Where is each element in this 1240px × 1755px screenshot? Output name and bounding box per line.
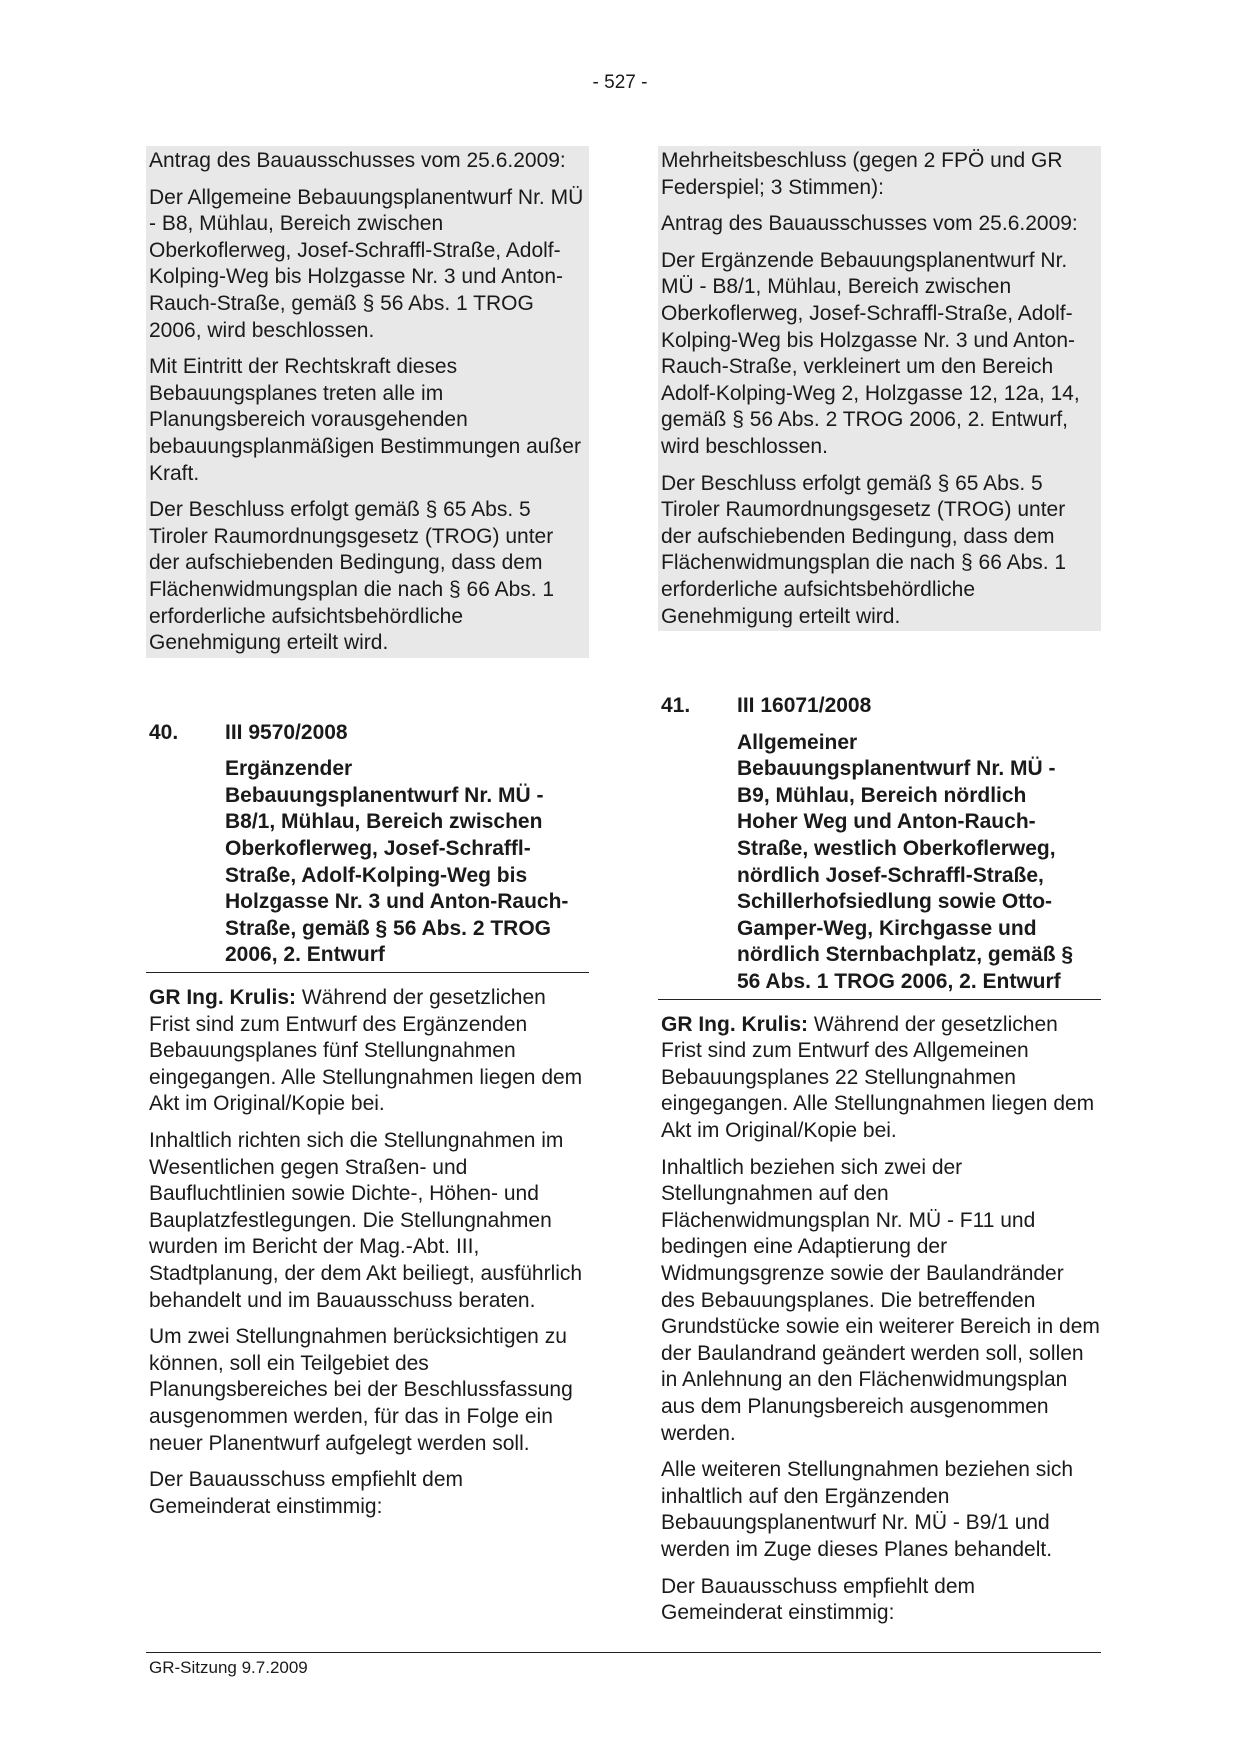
body-para-2: Alle weiteren Stellungnahmen beziehen sich inhaltlich auf den Ergänzenden Bebauungsplanentwurf Nr. MÜ - B9/1 und werden im Zuge dieses Planes behandelt.: [661, 1458, 1074, 1561]
agenda-item-40: [146, 720, 589, 1521]
speaker-paragraph: [146, 985, 589, 1118]
item-heading: [146, 720, 589, 747]
item-title: Ergänzender Bebauungsplanentwurf Nr. MÜ - B8/1, Mühlau, Bereich zwischen Oberkoflerweg, Josef-Schraffl-Straße, Adolf-Kolping-Weg bis Holzgasse Nr. 3 und Anton-Rauch-Straße, gemäß § 56 Abs. 2 TROG 2006, 2. Entwurf: [146, 756, 589, 973]
right-shaded-para-4: Der Beschluss erfolgt gemäß § 65 Abs. 5 Tiroler Raumordnungsgesetz (TROG) unter der aufschiebenden Bedingung, dass dem Flächenwidmungsplan die nach § 66 Abs. 1 erforderliche aufsichtsbehördliche Genehmigung erteilt wird.: [661, 471, 1067, 628]
item-number: 41.: [661, 694, 691, 718]
right-shaded-para-3: Der Ergänzende Bebauungsplanentwurf Nr. MÜ - B8/1, Mühlau, Bereich zwischen Oberkoflerweg, Josef-Schraffl-Straße, Adolf-Kolping-Weg bis Holzgasse Nr. 3 und Anton-Rauch-Straße, verkleinert um den Bereich Adolf-Kolping-Weg 2, Holzgasse 12, 12a, 14, gemäß § 56 Abs. 2 TROG 2006, 2. Entwurf, wird beschlossen.: [661, 248, 1080, 458]
left-shaded-para-3: Mit Eintritt der Rechtskraft dieses Bebauungsplanes treten alle im Planungsbereich vorausgehenden bebauungsplanmäßigen Bestimmungen außer Kraft.: [149, 355, 581, 485]
left-shaded-para-2: Der Allgemeine Bebauungsplanentwurf Nr. MÜ - B8, Mühlau, Bereich zwischen Oberkoflerweg, Josef-Schraffl-Straße, Adolf-Kolping-Weg bis Holzgasse Nr. 3 und Anton-Rauch-Straße, gemäß § 56 Abs. 1 TROG 2006, wird beschlossen.: [149, 185, 584, 342]
body-para-2: Um zwei Stellungnahmen berücksichtigen zu können, soll ein Teilgebiet des Planungsbereiches bei der Beschlussfassung ausgenommen werden, für das in Folge ein neuer Planentwurf aufgelegt werden soll.: [149, 1325, 573, 1455]
speaker-name: GR Ing. Krulis:: [149, 986, 296, 1010]
agenda-item-41: [658, 693, 1101, 1627]
item-reference: III 9570/2008: [225, 720, 348, 744]
left-shaded-para-1: Antrag des Bauausschusses vom 25.6.2009:: [149, 149, 566, 172]
speaker-paragraph: [658, 1012, 1101, 1145]
body-para-3: Der Bauausschuss empfiehlt dem Gemeinderat einstimmig:: [149, 1468, 463, 1518]
body-para-3: Der Bauausschuss empfiehlt dem Gemeinderat einstimmig:: [661, 1574, 975, 1625]
item-heading: [658, 693, 1101, 720]
right-resolution-box: [658, 146, 1101, 631]
item-number: 40.: [149, 720, 179, 744]
left-column: [146, 146, 589, 1530]
speaker-name: GR Ing. Krulis:: [661, 1012, 808, 1036]
left-shaded-para-4: Der Beschluss erfolgt gemäß § 65 Abs. 5 Tiroler Raumordnungsgesetz (TROG) unter der aufschiebenden Bedingung, dass dem Flächenwidmungsplan die nach § 66 Abs. 1 erforderliche aufsichtsbehördliche Genehmigung erteilt wird.: [149, 498, 555, 655]
item-title: Allgemeiner Bebauungsplanentwurf Nr. MÜ - B9, Mühlau, Bereich nördlich Hoher Weg und Anton-Rauch-Straße, westlich Oberkoflerweg, nördlich Josef-Schraffl-Straße, Schillerhofsiedlung sowie Otto-Gamper-Weg, Kirchgasse und nördlich Sternbachplatz, gemäß § 56 Abs. 1 TROG 2006, 2. Entwurf: [658, 730, 1101, 1000]
item-reference: III 16071/2008: [737, 694, 872, 718]
right-shaded-para-2: Antrag des Bauausschusses vom 25.6.2009:: [661, 212, 1078, 236]
right-shaded-para-1: Mehrheitsbeschluss (gegen 2 FPÖ und GR Federspiel; 3 Stimmen):: [661, 149, 1063, 199]
page-number: - 527 -: [592, 72, 648, 93]
right-column: [658, 146, 1101, 1637]
left-resolution-box: [146, 146, 589, 658]
body-para-1: Inhaltlich richten sich die Stellungnahmen im Wesentlichen gegen Straßen- und Baufluchtlinien sowie Dichte-, Höhen- und Bauplatzfestlegungen. Die Stellungnahmen wurden im Bericht der Mag.-Abt. III, Stadtplanung, der dem Akt beiliegt, ausführlich behandelt und im Bauausschuss beraten.: [149, 1129, 583, 1312]
footer-session-date: GR-Sitzung 9.7.2009: [149, 1658, 308, 1677]
speaker-text: Während der gesetzlichen Frist sind zum Entwurf des Allgemeinen Bebauungsplanes 22 Stellungnahmen eingegangen. Alle Stellungnahmen liegen dem Akt im Original/Kopie bei.: [661, 1012, 1095, 1142]
page-footer: [146, 1652, 1101, 1679]
speaker-text: Während der gesetzlichen Frist sind zum Entwurf des Ergänzenden Bebauungsplanes fünf Stellungnahmen eingegangen. Alle Stellungnahmen liegen dem Akt im Original/Kopie bei.: [149, 986, 583, 1116]
body-para-1: Inhaltlich beziehen sich zwei der Stellungnahmen auf den Flächenwidmungsplan Nr. MÜ - F11 und bedingen eine Adaptierung der Widmungsgrenze sowie der Baulandränder des Bebauungsplanes. Die betreffenden Grundstücke sowie ein weiterer Bereich in dem der Baulandrand geändert werden soll, sollen in Anlehnung an den Flächenwidmungsplan aus dem Planungsbereich ausgenommen werden.: [661, 1155, 1100, 1445]
